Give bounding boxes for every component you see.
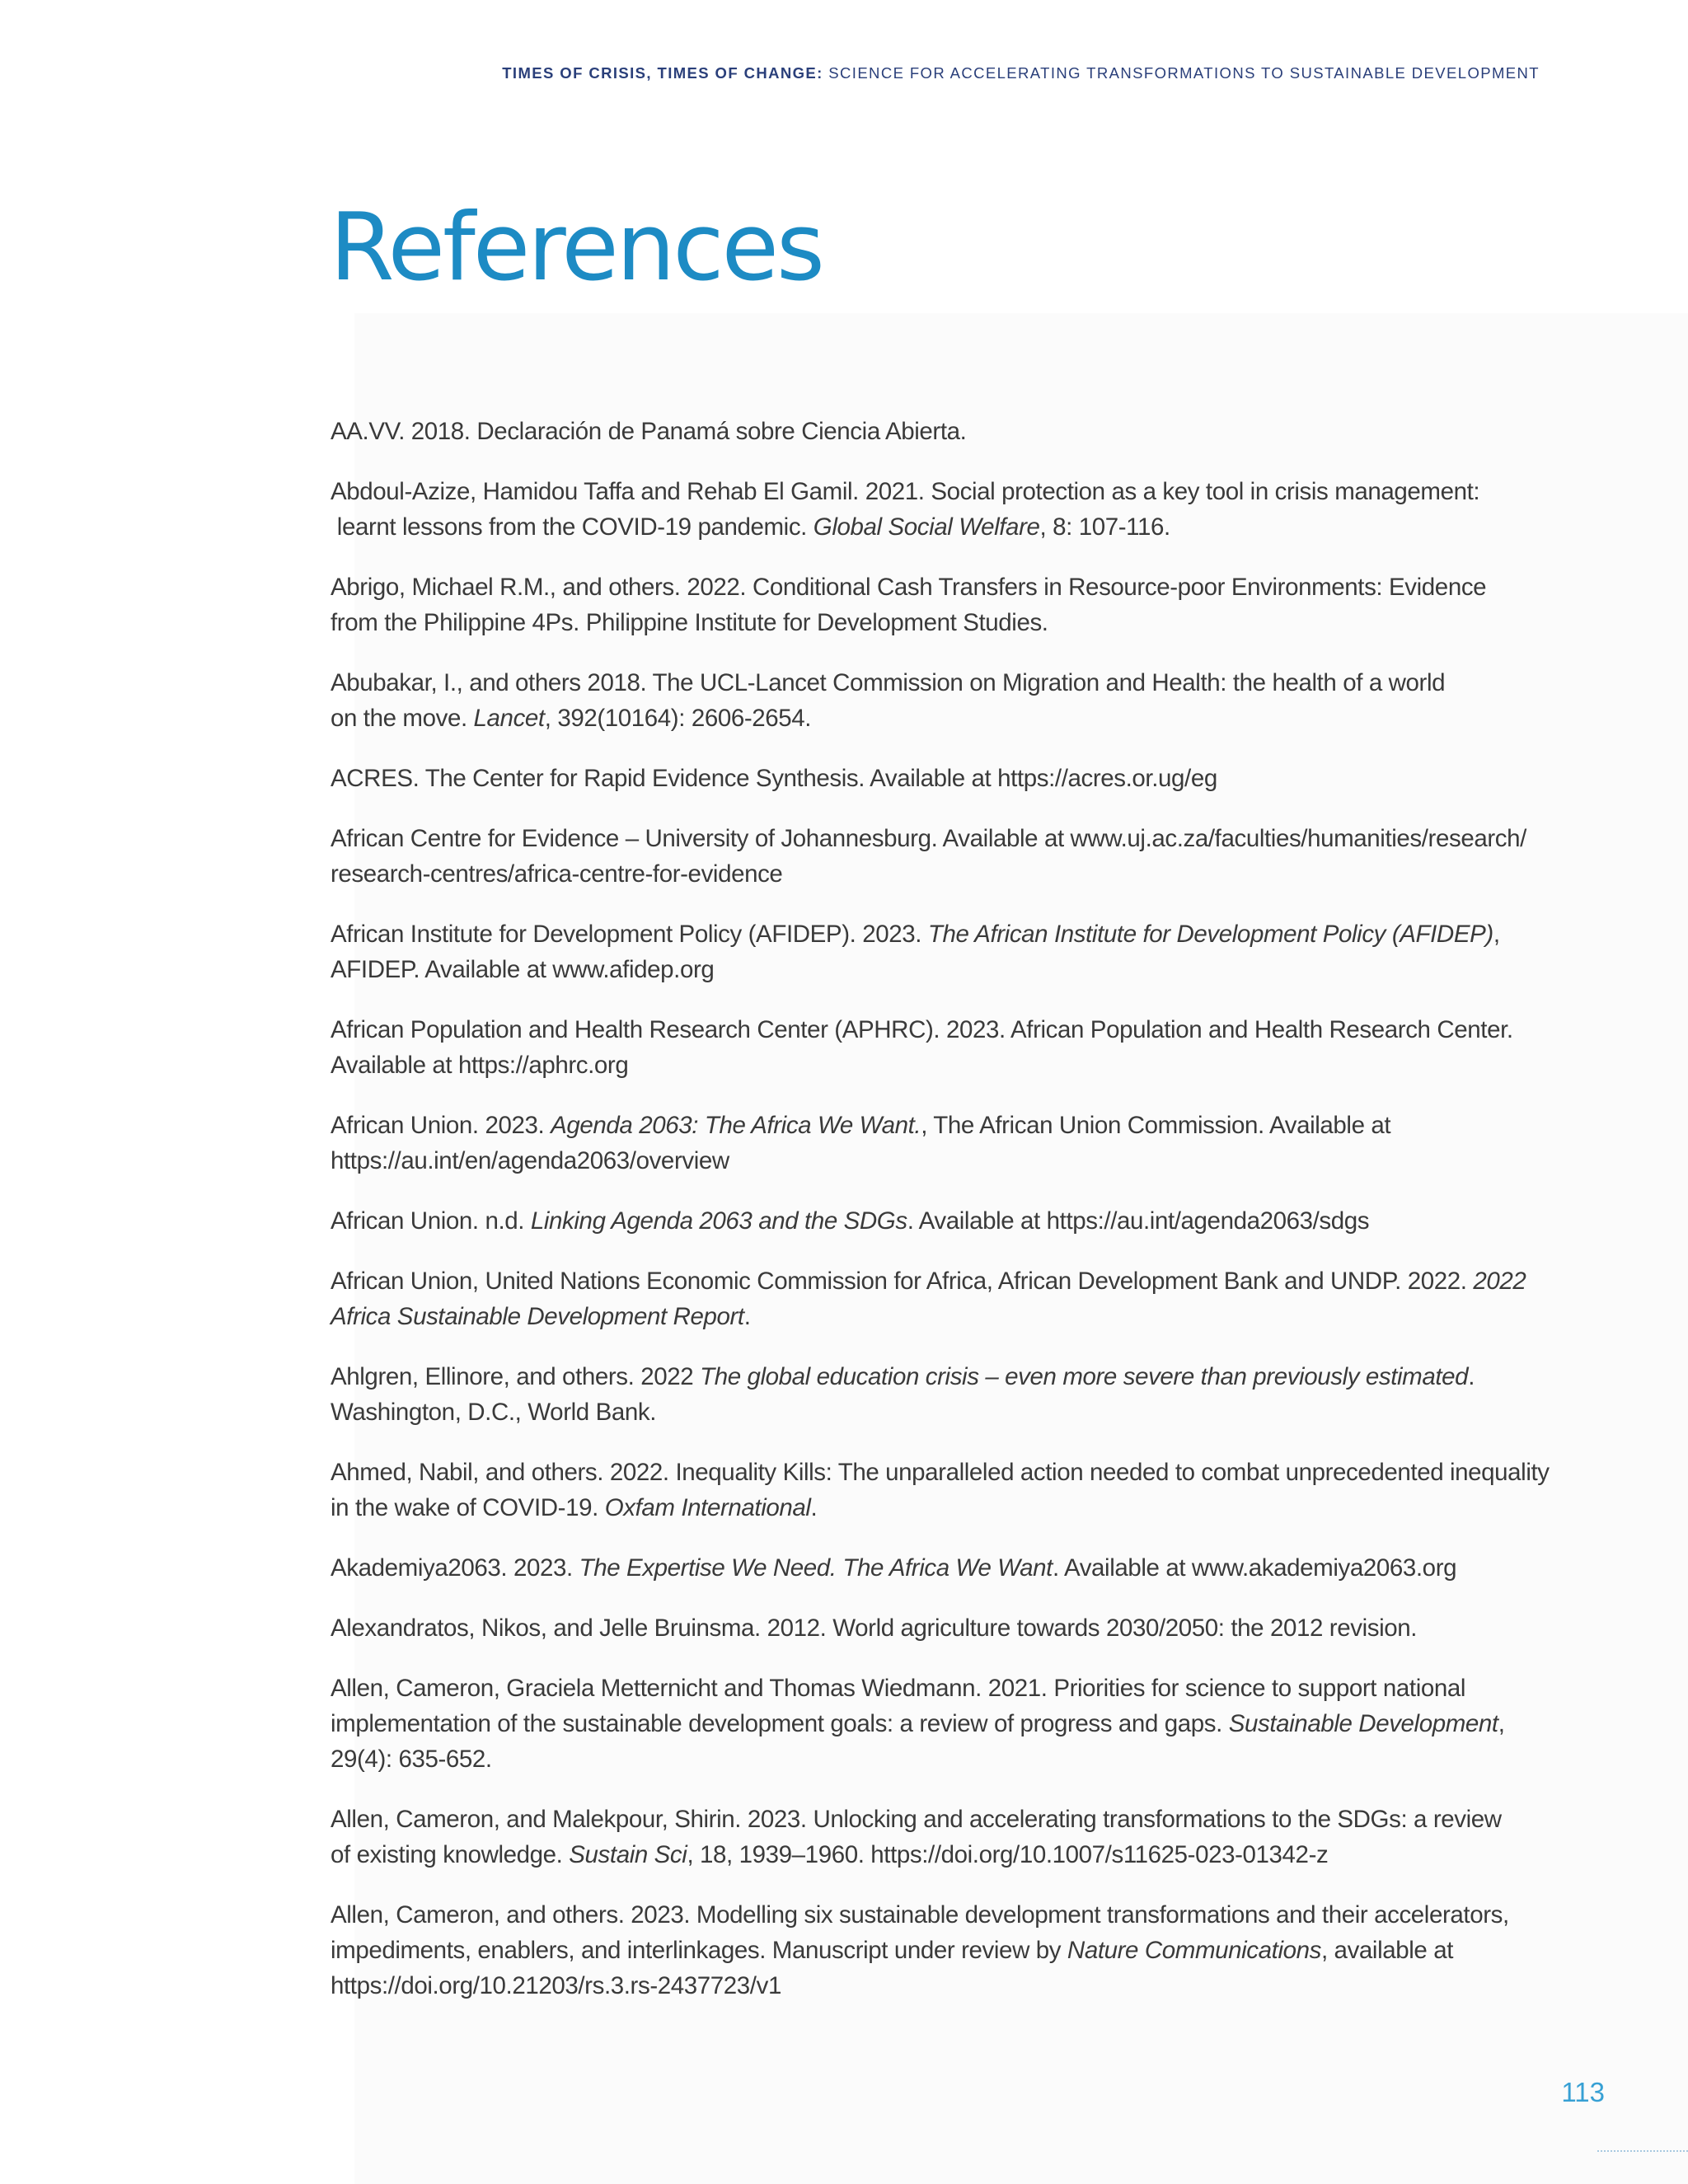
- reference-text: Alexandratos, Nikos, and Jelle Bruinsma. 2012. World agriculture towards 2030/2050: the 2012 revision.: [331, 1615, 1418, 1642]
- reference-text: Abdoul-Azize, Hamidou Taffa and Rehab El Gamil. 2021. Social protection as a key tool in crisis management: learnt lessons from the COVID-19 pandemic.: [331, 478, 1480, 541]
- reference-entry: [331, 1610, 1567, 1646]
- reference-italic-text: Lancet: [473, 705, 545, 732]
- reference-text: , 18, 1939–1960. https://doi.org/10.1007/s11625-023-01342-z: [687, 1841, 1329, 1868]
- reference-text: .: [810, 1494, 818, 1521]
- reference-entry: [331, 1108, 1567, 1179]
- reference-text: African Union. 2023.: [331, 1112, 551, 1139]
- reference-text: . Available at www.akademiya2063.org: [1052, 1554, 1457, 1582]
- reference-italic-text: Sustain Sci: [569, 1841, 687, 1868]
- reference-entry: [331, 1263, 1567, 1334]
- page-number: 113: [1561, 2077, 1605, 2107]
- reference-italic-text: 2022 Africa Sustainable Development Report: [331, 1268, 1526, 1330]
- reference-text: Allen, Cameron, and Malekpour, Shirin. 2023. Unlocking and accelerating transformations to the SDGs: a review of existing knowledge.: [331, 1806, 1502, 1868]
- reference-italic-text: The Expertise We Need. The Africa We Want: [579, 1554, 1053, 1582]
- reference-text: Ahlgren, Ellinore, and others. 2022: [331, 1363, 701, 1390]
- running-header: [0, 64, 1540, 82]
- reference-text: African Population and Health Research Center (APHRC). 2023. African Population and Health Research Center. Available at https://aphrc.org: [331, 1016, 1513, 1079]
- reference-text: Akademiya2063. 2023.: [331, 1554, 579, 1582]
- reference-entry: [331, 761, 1567, 796]
- reference-text: African Institute for Development Policy (AFIDEP). 2023.: [331, 921, 928, 948]
- reference-italic-text: Global Social Welfare: [813, 513, 1040, 541]
- reference-text: . Available at https://au.int/agenda2063/sdgs: [907, 1207, 1370, 1235]
- reference-text: .: [743, 1303, 751, 1330]
- reference-entry: [331, 821, 1567, 892]
- reference-entry: [331, 1203, 1567, 1239]
- reference-text: Ahmed, Nabil, and others. 2022. Inequality Kills: The unparalleled action needed to combat unprecedented inequality in the wake of COVID-19.: [331, 1459, 1550, 1521]
- reference-text: ACRES. The Center for Rapid Evidence Synthesis. Available at https://acres.or.ug/eg: [331, 765, 1217, 792]
- reference-italic-text: The global education crisis – even more severe than previously estimated: [700, 1363, 1469, 1390]
- reference-italic-text: Agenda 2063: The Africa We Want.: [551, 1112, 921, 1139]
- reference-entry: [331, 665, 1567, 736]
- reference-entry: [331, 474, 1567, 545]
- reference-entry: [331, 1671, 1567, 1777]
- reference-text: African Centre for Evidence – University of Johannesburg. Available at www.uj.ac.za/faculties/humanities/research/ research-centres/africa-centre-for-evidence: [331, 825, 1526, 888]
- reference-text: . Washington, D.C., World Bank.: [331, 1363, 1475, 1426]
- reference-list: [331, 414, 1567, 2028]
- running-header-bold: TIMES OF CRISIS, TIMES OF CHANGE:: [502, 64, 823, 82]
- reference-italic-text: Oxfam International: [604, 1494, 811, 1521]
- page-title: References: [330, 193, 823, 302]
- reference-text: , AFIDEP. Available at www.afidep.org: [331, 921, 1500, 983]
- reference-italic-text: The African Institute for Development Policy (AFIDEP): [927, 921, 1493, 948]
- reference-text: AA.VV. 2018. Declaración de Panamá sobre Ciencia Abierta.: [331, 418, 967, 445]
- reference-text: Abubakar, I., and others 2018. The UCL-Lancet Commission on Migration and Health: the health of a world on the move.: [331, 669, 1446, 732]
- reference-text: Allen, Cameron, Graciela Metternicht and Thomas Wiedmann. 2021. Priorities for science to support national implementation of the sustainable development goals: a review of progress and gaps.: [331, 1675, 1466, 1737]
- reference-text: , 29(4): 635-652.: [331, 1710, 1505, 1773]
- reference-text: African Union, United Nations Economic Commission for Africa, African Development Bank and UNDP. 2022.: [331, 1268, 1474, 1295]
- reference-text: , The African Union Commission. Available at https://au.int/en/agenda2063/overview: [331, 1112, 1391, 1174]
- reference-entry: [331, 1802, 1567, 1872]
- reference-italic-text: Sustainable Development: [1228, 1710, 1498, 1737]
- reference-text: , 392(10164): 2606-2654.: [544, 705, 812, 732]
- reference-entry: [331, 1359, 1567, 1430]
- reference-entry: [331, 569, 1567, 640]
- reference-text: , 8: 107-116.: [1039, 513, 1170, 541]
- reference-text: African Union. n.d.: [331, 1207, 531, 1235]
- reference-text: Abrigo, Michael R.M., and others. 2022. Conditional Cash Transfers in Resource-poor Environments: Evidence from the Philippine 4Ps. Philippine Institute for Development Studies.: [331, 574, 1487, 636]
- reference-entry: [331, 414, 1567, 449]
- reference-entry: [331, 1012, 1567, 1083]
- reference-entry: [331, 1897, 1567, 2004]
- reference-entry: [331, 1455, 1567, 1526]
- reference-text: Allen, Cameron, and others. 2023. Modelling six sustainable development transformations and their accelerators, impediments, enablers, and interlinkages. Manuscript under review by: [331, 1901, 1509, 1964]
- reference-entry: [331, 916, 1567, 987]
- page-number-rule: [1597, 2150, 1688, 2152]
- running-header-rest: SCIENCE FOR ACCELERATING TRANSFORMATIONS TO SUSTAINABLE DEVELOPMENT: [823, 64, 1540, 82]
- reference-text: , available at https://doi.org/10.21203/rs.3.rs-2437723/v1: [331, 1937, 1454, 1999]
- reference-entry: [331, 1550, 1567, 1586]
- reference-italic-text: Linking Agenda 2063 and the SDGs: [530, 1207, 907, 1235]
- reference-italic-text: Nature Communications: [1067, 1937, 1321, 1964]
